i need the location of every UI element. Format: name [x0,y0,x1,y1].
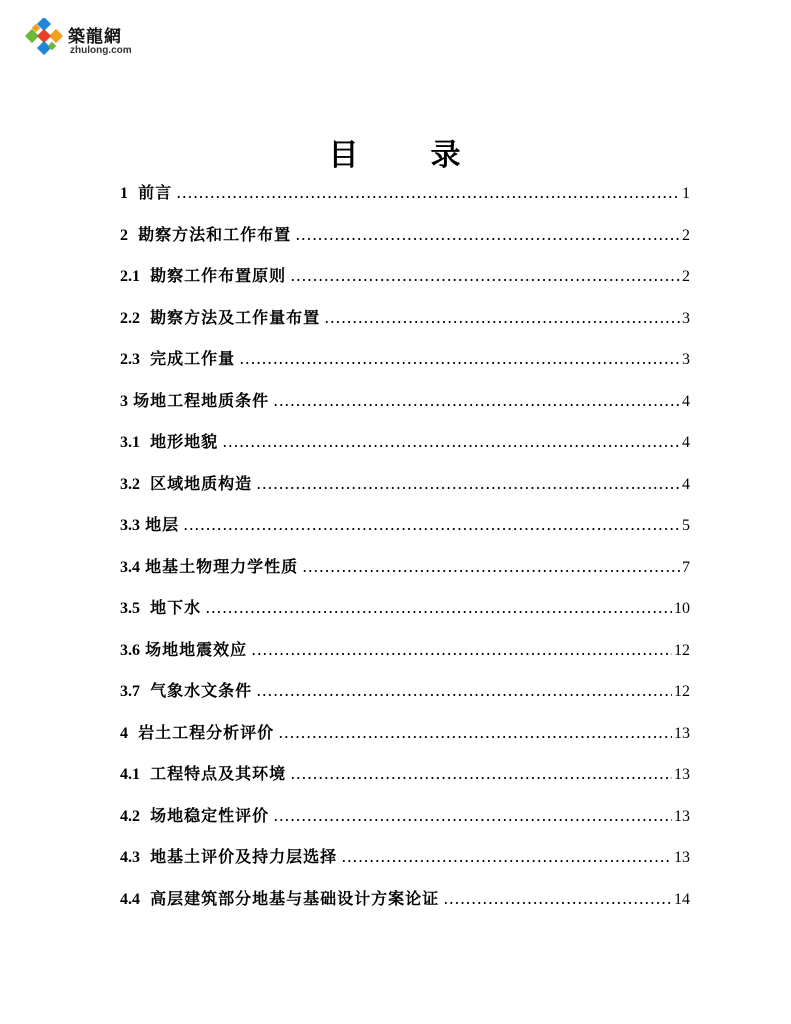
toc-entry[interactable] [120,670,690,712]
toc-entry-separator [140,463,150,505]
toc-entry[interactable] [120,878,690,920]
toc-entry-label: 场地工程地质条件 [133,390,270,410]
toc-entry-label: 勘察方法和工作布置 [138,224,292,244]
toc-entry-number: 3.2 [120,475,140,493]
toc-entry-label: 高层建筑部分地基与基础设计方案论证 [150,888,440,908]
toc-entry-page-number: 13 [674,849,690,866]
toc-entry[interactable] [120,214,690,256]
toc-entry-label: 地形地貌 [150,432,219,451]
toc-entry-separator [140,878,150,920]
toc-dot-leader [222,421,680,463]
toc-entry-label: 岩土工程分析评价 [138,722,275,742]
toc-dot-leader [341,836,672,878]
toc-dot-leader [251,629,672,671]
toc-entry-number: 2.1 [120,268,140,285]
toc-entry-label: 地层 [145,515,180,534]
toc-entry[interactable] [120,504,690,546]
toc-entry[interactable] [120,338,690,380]
toc-dot-leader [183,504,680,546]
toc-entry-page-number: 4 [682,475,690,493]
toc-entry-page-number: 13 [674,724,690,742]
table-of-contents [120,172,690,919]
toc-entry-number: 1 [120,185,128,202]
toc-entry-number: 2.2 [120,309,140,327]
toc-entry-number: 4.1 [120,766,140,783]
toc-entry-number: 2.3 [120,351,140,368]
toc-entry-number: 4.4 [120,890,140,908]
toc-entry-number: 2 [120,226,128,244]
logo-domain-text: zhulong.com [70,45,132,56]
toc-entry-separator [140,255,150,297]
toc-entry[interactable] [120,753,690,795]
title-char-1: 目 [328,138,361,173]
toc-dot-leader [302,546,680,588]
toc-entry-label: 地基土评价及持力层选择 [150,847,338,866]
toc-entry[interactable] [120,587,690,629]
toc-entry-label: 场地地震效应 [145,639,248,659]
toc-entry-page-number: 4 [682,434,690,451]
toc-dot-leader [256,463,680,505]
toc-entry-page-number: 4 [682,392,690,410]
toc-dot-leader [273,795,672,837]
toc-entry-separator [128,172,138,214]
toc-entry-page-number: 3 [682,351,690,368]
toc-dot-leader [295,214,680,256]
toc-entry-page-number: 2 [682,268,690,285]
toc-entry-page-number: 13 [674,807,690,825]
toc-entry-page-number: 2 [682,226,690,244]
toc-entry-page-number: 1 [682,185,690,202]
toc-entry-separator [140,795,150,837]
toc-entry-label: 地下水 [150,598,202,617]
page-title [0,130,791,174]
toc-dot-leader [176,172,680,214]
toc-entry-number: 4.2 [120,807,140,825]
toc-entry-label: 场地稳定性评价 [150,805,270,825]
toc-entry-number: 3.5 [120,600,140,617]
toc-entry-separator [128,214,138,256]
toc-entry[interactable] [120,546,690,588]
toc-entry-label: 前言 [138,183,173,202]
toc-entry-number: 3.3 [120,517,140,534]
toc-entry[interactable] [120,255,690,297]
toc-entry[interactable] [120,380,690,422]
toc-entry-page-number: 12 [674,641,690,659]
toc-entry-page-number: 5 [682,517,690,534]
toc-entry[interactable] [120,297,690,339]
toc-entry[interactable] [120,836,690,878]
toc-dot-leader [324,297,680,339]
toc-entry[interactable] [120,172,690,214]
toc-entry-label: 勘察方法及工作量布置 [150,307,321,327]
toc-entry-separator [140,587,150,629]
toc-entry-separator [128,712,138,754]
toc-entry-separator [140,338,150,380]
toc-entry-number: 3.1 [120,434,140,451]
toc-entry-page-number: 3 [682,309,690,327]
toc-entry-separator [140,836,150,878]
toc-entry[interactable] [120,463,690,505]
toc-entry-number: 3.7 [120,683,140,700]
title-char-2: 录 [430,138,463,173]
toc-entry[interactable] [120,421,690,463]
toc-entry-label: 勘察工作布置原则 [150,266,287,285]
toc-dot-leader [290,255,680,297]
toc-entry-page-number: 14 [674,890,690,908]
toc-entry-separator [140,753,150,795]
toc-entry-label: 工程特点及其环境 [150,764,287,783]
toc-dot-leader [273,380,680,422]
toc-entry[interactable] [120,629,690,671]
site-logo [24,18,154,62]
toc-entry-separator [140,421,150,463]
toc-entry-label: 地基土物理力学性质 [145,556,299,576]
toc-entry-number: 3.6 [120,641,140,659]
toc-entry-page-number: 13 [674,766,690,783]
toc-entry[interactable] [120,712,690,754]
toc-entry-separator [140,670,150,712]
toc-dot-leader [443,878,672,920]
toc-entry-label: 气象水文条件 [150,681,253,700]
toc-dot-leader [205,587,672,629]
logo-mark-icon [24,18,64,58]
toc-dot-leader [278,712,672,754]
toc-dot-leader [256,670,672,712]
toc-entry-separator [140,297,150,339]
toc-entry-number: 3 [120,392,128,410]
toc-entry-label: 完成工作量 [150,349,236,368]
toc-entry-number: 3.4 [120,558,140,576]
toc-entry-page-number: 7 [682,558,690,576]
toc-entry-page-number: 10 [674,600,690,617]
toc-dot-leader [290,753,672,795]
logo-chinese-text: 築龍網 [68,27,122,47]
toc-entry-number: 4.3 [120,849,140,866]
toc-dot-leader [239,338,680,380]
toc-entry-number: 4 [120,724,128,742]
toc-entry-label: 区域地质构造 [150,473,253,493]
toc-entry-page-number: 12 [674,683,690,700]
toc-entry[interactable] [120,795,690,837]
